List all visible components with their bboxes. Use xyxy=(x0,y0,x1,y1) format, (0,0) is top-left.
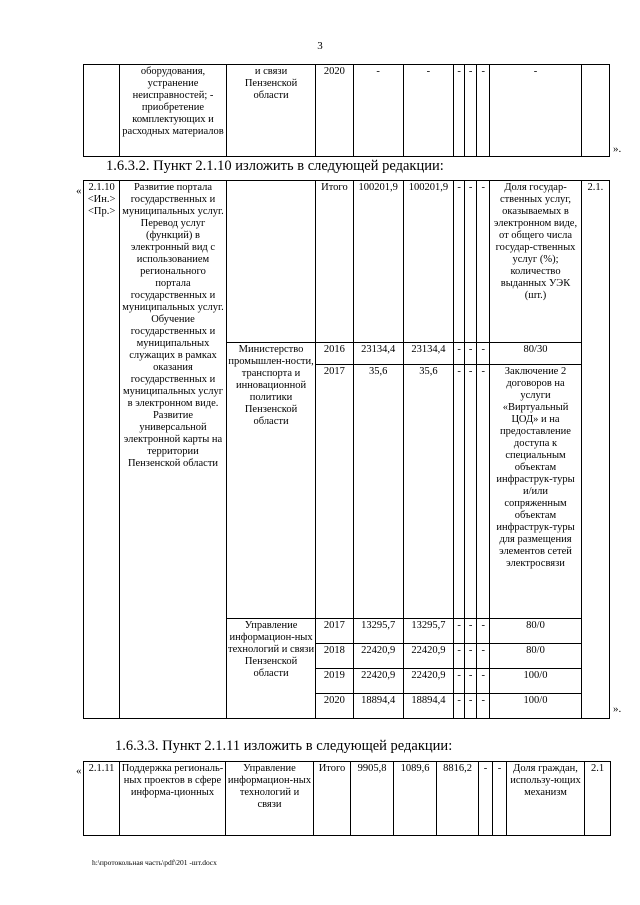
page-number: 3 xyxy=(317,40,323,52)
table-2111 xyxy=(83,761,611,836)
total-label-cell: Итого xyxy=(314,762,351,836)
value-cell: - xyxy=(479,762,493,836)
value-cell: 22420,9 xyxy=(403,669,453,694)
value-cell: - xyxy=(403,65,453,157)
value-cell: 35,6 xyxy=(353,365,403,619)
indicator-cell: Доля государ-ственных услуг, оказываемых в электронном виде, от общего числа государ-ственных услуг (%); количество выданных УЭК (шт.) xyxy=(490,181,582,343)
quote-open: « xyxy=(76,765,82,777)
value-cell: - xyxy=(477,669,490,694)
value-cell: - xyxy=(353,65,403,157)
value-cell: - xyxy=(465,365,477,619)
value-cell: - xyxy=(454,644,465,669)
value-cell: - xyxy=(477,619,490,644)
indicator-cell: Заключение 2 договоров на услуги «Виртуальный ЦОД» и на предоставление доступа к специальным объектам инфраструк-туры и/или сопряженным объектам инфраструк-туры для размещения элементов сетей электросвязи xyxy=(490,365,582,619)
value-cell: 1089,6 xyxy=(394,762,437,836)
value-cell: - xyxy=(454,694,465,719)
value-cell: - xyxy=(454,181,465,343)
quote-close: ». xyxy=(613,143,622,155)
value-cell: - xyxy=(493,762,507,836)
value-cell: - xyxy=(454,365,465,619)
executor-cell: Управление информацион-ных технологий и связи xyxy=(226,762,314,836)
measure-cell: оборудования, устранение неисправностей; - приобретение комплектующих и расходных материалов xyxy=(120,65,227,157)
indicator-cell: 80/0 xyxy=(490,644,582,669)
value-cell: 9905,8 xyxy=(351,762,394,836)
value-cell: 23134,4 xyxy=(403,343,453,365)
indicator-cell: 100/0 xyxy=(490,669,582,694)
year-cell: 2016 xyxy=(316,343,353,365)
year-cell: 2017 xyxy=(316,365,353,619)
top-fragment-table xyxy=(83,64,610,157)
value-cell: 22420,9 xyxy=(353,669,403,694)
indicator-cell: 100/0 xyxy=(490,694,582,719)
value-cell: - xyxy=(465,65,477,157)
link-cell: 2.1 xyxy=(585,762,611,836)
executor-cell: Министерство промышлен-ности, транспорта и инновационной политики Пензенской области xyxy=(226,343,316,619)
value-cell: - xyxy=(477,694,490,719)
value-cell: - xyxy=(454,619,465,644)
value-cell: - xyxy=(477,343,490,365)
empty-cell xyxy=(226,181,316,343)
value-cell: 100201,9 xyxy=(403,181,453,343)
link-cell: 2.1. xyxy=(581,181,609,719)
value-cell: 22420,9 xyxy=(353,644,403,669)
value-cell: - xyxy=(465,669,477,694)
code-cell: 2.1.10 <Ин.> <Пр.> xyxy=(84,181,120,719)
value-cell: - xyxy=(465,619,477,644)
footer-file-path: h:\протокольная часть\pdf\201 -шт.docx xyxy=(92,858,217,867)
indicator-cell: Доля граждан, использу-ющих механизм xyxy=(507,762,585,836)
value-cell: 18894,4 xyxy=(403,694,453,719)
heading-2111: 1.6.3.3. Пункт 2.1.11 изложить в следующей редакции: xyxy=(115,738,453,754)
value-cell: 35,6 xyxy=(403,365,453,619)
value-cell: - xyxy=(477,181,490,343)
measure-cell: Развитие портала государственных и муниципальных услуг. Перевод услуг (функций) в электронный вид с использованием регионального портала государственных и муниципальных услуг. Обучение государственных и муниципальных служащих в рамках оказания государственных и муниципальных услуг в электронном виде. Развитие универсальной электронной карты на территории Пензенской области xyxy=(120,181,227,719)
quote-open: « xyxy=(76,185,82,197)
value-cell: - xyxy=(465,694,477,719)
code-cell: 2.1.11 xyxy=(84,762,120,836)
empty-cell xyxy=(84,65,120,157)
value-cell: - xyxy=(465,644,477,669)
value-cell: 22420,9 xyxy=(403,644,453,669)
indicator-cell: 80/30 xyxy=(490,343,582,365)
year-cell: 2019 xyxy=(316,669,353,694)
value-cell: 23134,4 xyxy=(353,343,403,365)
value-cell: - xyxy=(477,365,490,619)
value-cell: - xyxy=(477,644,490,669)
value-cell: - xyxy=(454,65,465,157)
year-cell: 2020 xyxy=(316,65,353,157)
table-2110 xyxy=(83,180,610,719)
measure-cell: Поддержка региональ-ных проектов в сфере информа-ционных xyxy=(120,762,226,836)
value-cell: 18894,4 xyxy=(353,694,403,719)
indicator-cell: 80/0 xyxy=(490,619,582,644)
total-label-cell: Итого xyxy=(316,181,353,343)
year-cell: 2017 xyxy=(316,619,353,644)
indicator-cell: - xyxy=(490,65,582,157)
heading-2110: 1.6.3.2. Пункт 2.1.10 изложить в следующей редакции: xyxy=(106,158,444,174)
value-cell: 8816,2 xyxy=(437,762,479,836)
value-cell: - xyxy=(465,181,477,343)
year-cell: 2020 xyxy=(316,694,353,719)
executor-cell: Управление информацион-ных технологий и связи Пензенской области xyxy=(226,619,316,719)
year-cell: 2018 xyxy=(316,644,353,669)
quote-close: ». xyxy=(613,703,622,715)
value-cell: 100201,9 xyxy=(353,181,403,343)
executor-cell: и связи Пензенской области xyxy=(226,65,316,157)
value-cell: - xyxy=(454,669,465,694)
value-cell: - xyxy=(465,343,477,365)
value-cell: - xyxy=(477,65,490,157)
value-cell: 13295,7 xyxy=(403,619,453,644)
value-cell: - xyxy=(454,343,465,365)
empty-cell xyxy=(581,65,609,157)
value-cell: 13295,7 xyxy=(353,619,403,644)
